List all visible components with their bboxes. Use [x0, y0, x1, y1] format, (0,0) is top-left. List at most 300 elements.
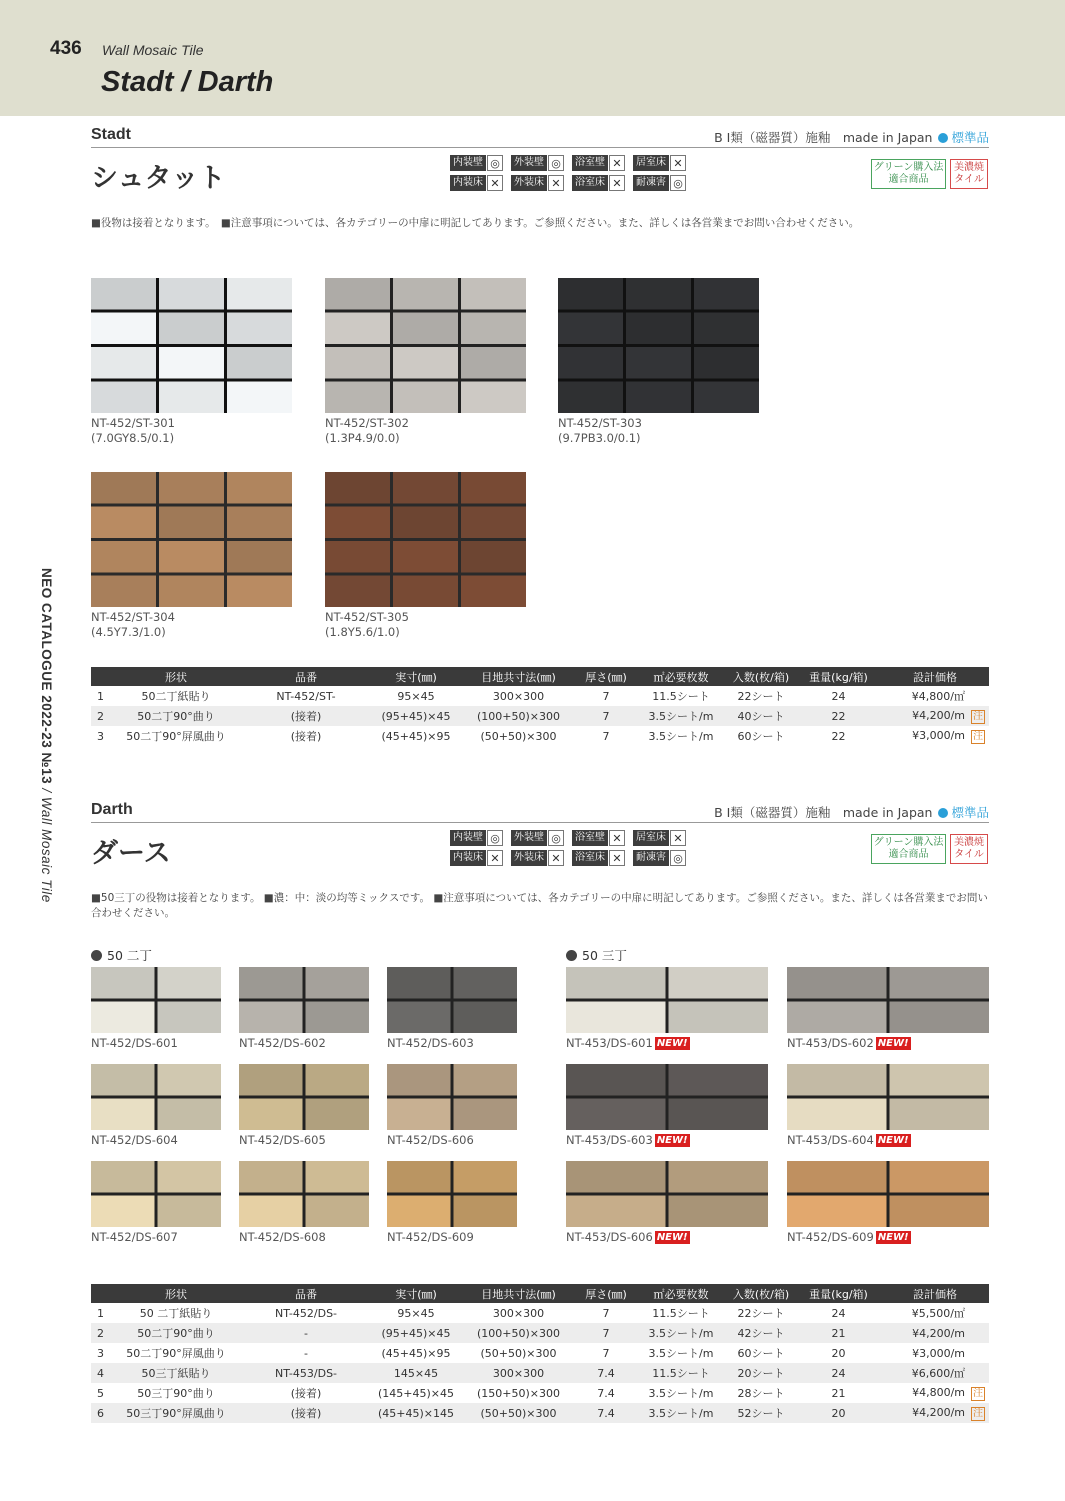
- table-cell-need: [636, 726, 726, 746]
- tile-caption: [558, 416, 642, 446]
- usage-cell: [633, 174, 693, 192]
- table-header-cell: 重量(kg/箱): [796, 1284, 881, 1303]
- table-row: [91, 686, 989, 706]
- cell-value: ¥4,200/m: [912, 1405, 965, 1419]
- cell-value: ¥3,000/m: [912, 728, 965, 742]
- stadt-name-jp: シュタット: [91, 163, 226, 194]
- usage-cell: [572, 174, 632, 192]
- cell-value: (接着): [290, 710, 322, 723]
- tile-caption: [91, 610, 175, 640]
- cell-value: 52シート: [737, 1407, 785, 1420]
- table-cell-code: [241, 706, 371, 726]
- cell-value: ¥4,200/m: [912, 1326, 965, 1340]
- tile-image: [91, 1161, 221, 1227]
- table-cell-joint: [461, 1403, 576, 1423]
- cell-value: 7.4: [597, 1386, 615, 1400]
- cell-value: 4: [97, 1366, 104, 1380]
- green-badge-text: グリーン購入法 適合商品: [873, 162, 944, 185]
- standard-dot-icon: [938, 133, 948, 143]
- table-cell-joint: [461, 1363, 576, 1383]
- table-cell-qty: [726, 1383, 796, 1403]
- table-header-cell: [91, 667, 111, 686]
- tile-caption: [566, 1036, 690, 1051]
- cell-value: ¥5,500/㎡: [911, 1307, 965, 1320]
- tile-swatch: [91, 967, 221, 1033]
- cell-value: 50二丁90°曲り: [137, 1327, 215, 1340]
- cell-value: 2: [97, 709, 104, 723]
- table-cell-qty: [726, 1363, 796, 1383]
- usage-mark: ◎: [548, 155, 564, 171]
- table-cell-size: [371, 726, 461, 746]
- tile-swatch: [91, 1064, 221, 1130]
- table-cell-joint: [461, 1303, 576, 1323]
- tile-caption: [387, 1133, 474, 1148]
- cell-value: 21: [831, 1386, 846, 1400]
- standard-dot-icon: [938, 808, 948, 818]
- tile-image: [387, 1161, 517, 1227]
- cell-value: ¥4,800/㎡: [911, 690, 965, 703]
- cell-value: 3.5シート/m: [648, 1347, 714, 1360]
- table-cell-shape: [111, 1383, 241, 1403]
- new-badge: NEW!: [656, 1038, 688, 1049]
- table-row: [91, 1403, 989, 1423]
- cell-value: 24: [831, 1306, 846, 1320]
- usage-mark: ✕: [609, 175, 625, 191]
- table-cell-weight: [796, 1343, 881, 1363]
- cell-value: NT-452/ST-: [276, 689, 336, 703]
- usage-cell: [450, 849, 510, 867]
- tile-caption: [387, 1036, 474, 1051]
- table-cell-need: [636, 1363, 726, 1383]
- cell-value: (接着): [290, 730, 322, 743]
- table-cell-price: [881, 1363, 989, 1383]
- tile-caption: [387, 1230, 474, 1245]
- cell-value: 7: [602, 689, 610, 703]
- cell-value: 50三丁90°曲り: [137, 1387, 215, 1400]
- table-cell-joint: [461, 726, 576, 746]
- usage-label: 外装壁: [511, 830, 547, 846]
- cell-value: (45+45)×95: [381, 729, 451, 743]
- sidebar-catalogue-label: [36, 568, 56, 948]
- tile-swatch: [387, 1161, 517, 1227]
- tile-caption: [239, 1036, 326, 1051]
- table-cell-no: [91, 1403, 111, 1423]
- table-cell-shape: [111, 1303, 241, 1323]
- page-title: Stadt / Darth: [101, 66, 274, 98]
- table-cell-no: [91, 1303, 111, 1323]
- cell-value: 50二丁90°屏風曲り: [126, 730, 226, 743]
- tile-caption-line: NT-452/ST-302: [325, 416, 409, 430]
- usage-cell: [511, 174, 571, 192]
- table-cell-qty: [726, 726, 796, 746]
- table-header-cell: ㎡必要枚数: [636, 667, 726, 686]
- darth-name-jp: ダース: [91, 838, 171, 869]
- table-cell-need: [636, 1383, 726, 1403]
- table-cell-thick: [576, 1403, 636, 1423]
- mino-tile-badge: [950, 834, 988, 864]
- table-cell-weight: [796, 1303, 881, 1323]
- tile-image: [566, 1064, 768, 1130]
- cell-value: 3.5シート/m: [648, 1407, 714, 1420]
- usage-mark: ◎: [670, 850, 686, 866]
- note-mark: 注: [973, 1387, 983, 1399]
- tile-caption: [239, 1133, 326, 1148]
- table-cell-thick: [576, 1343, 636, 1363]
- tile-caption: [239, 1230, 326, 1245]
- table-row: [91, 1323, 989, 1343]
- cell-value: 40シート: [737, 710, 785, 723]
- tile-caption: [787, 1133, 911, 1148]
- tile-swatch: [91, 278, 292, 413]
- tile-caption-line: NT-453/DS-603: [566, 1133, 653, 1147]
- usage-label: 内装床: [450, 175, 486, 191]
- cell-value: (100+50)×300: [476, 709, 560, 723]
- table-cell-joint: [461, 706, 576, 726]
- usage-cell: [450, 174, 510, 192]
- table-header-cell: 厚さ(㎜): [576, 1284, 636, 1303]
- table-cell-no: [91, 1323, 111, 1343]
- table-cell-size: [371, 1363, 461, 1383]
- table-cell-qty: [726, 1343, 796, 1363]
- table-header-cell: 品番: [241, 667, 371, 686]
- sidebar-label-sep: /: [39, 784, 54, 797]
- usage-label: 内装壁: [450, 155, 486, 171]
- cell-value: 1: [97, 1306, 104, 1320]
- table-header-cell: 入数(枚/箱): [726, 667, 796, 686]
- cell-value: 50二丁90°曲り: [137, 710, 215, 723]
- tile-image: [325, 278, 526, 413]
- usage-mark: ◎: [487, 155, 503, 171]
- table-cell-price: [881, 1303, 989, 1323]
- tile-swatch: [239, 967, 369, 1033]
- cell-value: ¥4,800/m: [912, 1385, 965, 1399]
- table-cell-joint: [461, 1323, 576, 1343]
- new-badge: NEW!: [877, 1135, 909, 1146]
- tile-caption-line: (4.5Y7.3/1.0): [91, 625, 166, 639]
- cell-value: 3.5シート/m: [648, 730, 714, 743]
- table-header-cell: [91, 1284, 111, 1303]
- cell-value: (45+45)×95: [381, 1346, 451, 1360]
- table-cell-price: [881, 1383, 989, 1403]
- table-row: [91, 1363, 989, 1383]
- cell-value: 22: [831, 729, 846, 743]
- cell-value: (150+50)×300: [476, 1386, 560, 1400]
- green-purchase-badge: [871, 159, 946, 189]
- tile-image: [566, 967, 768, 1033]
- stadt-spec-table: [91, 667, 989, 746]
- cell-value: 3.5シート/m: [648, 1387, 714, 1400]
- table-cell-thick: [576, 686, 636, 706]
- table-cell-no: [91, 686, 111, 706]
- table-cell-weight: [796, 1323, 881, 1343]
- cell-value: 7: [602, 1346, 610, 1360]
- tile-image: [387, 967, 517, 1033]
- cell-value: 300×300: [492, 1306, 545, 1320]
- table-cell-need: [636, 686, 726, 706]
- cell-value: (接着): [290, 1387, 322, 1400]
- cell-value: 22シート: [737, 1307, 785, 1320]
- note-mark: 注: [973, 1407, 983, 1419]
- tile-image: [558, 278, 759, 413]
- cell-value: 11.5シート: [652, 690, 710, 703]
- cell-value: (45+45)×145: [377, 1406, 454, 1420]
- table-cell-weight: [796, 706, 881, 726]
- table-cell-code: [241, 1343, 371, 1363]
- cell-value: 7: [602, 1326, 610, 1340]
- table-cell-shape: [111, 706, 241, 726]
- stadt-usage-grid: [450, 154, 694, 192]
- darth-spec-table-wrap: [91, 1284, 989, 1423]
- cell-value: 6: [97, 1406, 104, 1420]
- stadt-note: ■役物は接着となります。 ■注意事項については、各カテゴリーの中扉に明記してあります。ご参照ください。また、詳しくは各営業までお問い合わせください。: [91, 217, 860, 229]
- table-cell-code: [241, 1383, 371, 1403]
- darth-meta: [714, 803, 989, 821]
- cell-value: 1: [97, 689, 104, 703]
- cell-value: NT-452/DS-: [274, 1306, 338, 1320]
- usage-cell: [633, 849, 693, 867]
- table-cell-price: [881, 726, 989, 746]
- usage-cell: [511, 154, 571, 172]
- cell-value: (95+45)×45: [381, 1326, 451, 1340]
- cell-value: (接着): [290, 1407, 322, 1420]
- table-cell-code: [241, 1403, 371, 1423]
- table-header-cell: 目地共寸法(㎜): [461, 667, 576, 686]
- tile-caption-line: NT-453/DS-602: [787, 1036, 874, 1050]
- usage-label: 浴室床: [572, 175, 608, 191]
- tile-image: [787, 1064, 989, 1130]
- stadt-divider: [91, 147, 989, 148]
- usage-label: 内装壁: [450, 830, 486, 846]
- tile-caption-line: NT-452/DS-609: [387, 1230, 474, 1244]
- tile-swatch: [239, 1161, 369, 1227]
- usage-mark: ◎: [670, 175, 686, 191]
- usage-label: 耐凍害: [633, 175, 669, 191]
- green-badge-text: グリーン購入法 適合商品: [873, 837, 944, 860]
- table-cell-thick: [576, 726, 636, 746]
- tile-caption: [91, 1230, 178, 1245]
- table-cell-weight: [796, 726, 881, 746]
- table-header-cell: 実寸(㎜): [371, 1284, 461, 1303]
- cell-value: 3: [97, 729, 104, 743]
- tile-image: [91, 967, 221, 1033]
- tile-caption: [91, 416, 175, 446]
- usage-cell: [511, 829, 571, 847]
- table-cell-need: [636, 706, 726, 726]
- usage-cell: [572, 849, 632, 867]
- new-badge: NEW!: [656, 1232, 688, 1243]
- cell-value: 145×45: [393, 1366, 439, 1380]
- table-cell-price: [881, 706, 989, 726]
- table-header-row: [91, 667, 989, 686]
- table-cell-price: [881, 686, 989, 706]
- group-three-label: 50 三丁: [566, 946, 627, 964]
- tile-caption-line: (7.0GY8.5/0.1): [91, 431, 175, 445]
- tile-image: [91, 278, 292, 413]
- cell-value: 24: [831, 689, 846, 703]
- tile-image: [91, 472, 292, 607]
- table-cell-thick: [576, 706, 636, 726]
- table-cell-weight: [796, 1363, 881, 1383]
- cell-value: 50二丁90°屏風曲り: [126, 1347, 226, 1360]
- cell-value: 50二丁紙貼り: [141, 690, 211, 703]
- table-cell-weight: [796, 1403, 881, 1423]
- tile-caption-line: NT-452/DS-608: [239, 1230, 326, 1244]
- tile-swatch: [387, 967, 517, 1033]
- tile-caption-line: NT-452/ST-303: [558, 416, 642, 430]
- darth-usage-grid: [450, 829, 694, 867]
- cell-value: 28シート: [737, 1387, 785, 1400]
- darth-standard-label: 標準品: [951, 805, 989, 820]
- darth-meta-text: B Ⅰ類（磁器質）施釉 made in Japan: [714, 805, 933, 820]
- tile-caption: [787, 1230, 911, 1245]
- table-cell-code: [241, 1303, 371, 1323]
- cell-value: 50三丁90°屏風曲り: [126, 1407, 226, 1420]
- tile-caption: [787, 1036, 911, 1051]
- table-cell-size: [371, 1343, 461, 1363]
- tile-caption-line: NT-452/DS-603: [387, 1036, 474, 1050]
- cell-value: 7.4: [597, 1366, 615, 1380]
- cell-value: 7: [602, 729, 610, 743]
- usage-mark: ✕: [487, 850, 503, 866]
- table-cell-price: [881, 1323, 989, 1343]
- cell-value: 95×45: [397, 1306, 435, 1320]
- cell-value: 24: [831, 1366, 846, 1380]
- tile-swatch: [566, 1161, 768, 1227]
- usage-cell: [450, 829, 510, 847]
- cell-value: 95×45: [397, 689, 435, 703]
- tile-caption-line: NT-452/DS-607: [91, 1230, 178, 1244]
- tile-caption-line: NT-452/DS-602: [239, 1036, 326, 1050]
- table-header-cell: ㎡必要枚数: [636, 1284, 726, 1303]
- group-two-label: 50 二丁: [91, 946, 152, 964]
- table-row: [91, 726, 989, 746]
- tile-image: [787, 967, 989, 1033]
- tile-caption: [91, 1133, 178, 1148]
- table-header-row: [91, 1284, 989, 1303]
- table-cell-shape: [111, 1363, 241, 1383]
- table-cell-no: [91, 1383, 111, 1403]
- table-cell-price: [881, 1403, 989, 1423]
- cell-value: 50 二丁紙貼り: [139, 1307, 213, 1320]
- cell-value: 3.5シート/m: [648, 710, 714, 723]
- table-cell-shape: [111, 686, 241, 706]
- table-cell-thick: [576, 1363, 636, 1383]
- usage-cell: [450, 154, 510, 172]
- table-cell-shape: [111, 1323, 241, 1343]
- cell-value: NT-453/DS-: [274, 1366, 338, 1380]
- table-cell-qty: [726, 706, 796, 726]
- tile-swatch: [91, 472, 292, 607]
- table-header-cell: 実寸(㎜): [371, 667, 461, 686]
- tile-caption-line: NT-452/ST-304: [91, 610, 175, 624]
- cell-value: 5: [97, 1386, 104, 1400]
- usage-mark: ✕: [670, 830, 686, 846]
- stadt-standard-label: 標準品: [951, 130, 989, 145]
- cell-value: 7.4: [597, 1406, 615, 1420]
- cell-value: (100+50)×300: [476, 1326, 560, 1340]
- table-cell-size: [371, 1403, 461, 1423]
- tile-caption-line: NT-452/ST-305: [325, 610, 409, 624]
- cell-value: 300×300: [492, 689, 545, 703]
- cell-value: 21: [831, 1326, 846, 1340]
- tile-caption-line: NT-453/DS-604: [787, 1133, 874, 1147]
- tile-caption-line: (1.8Y5.6/1.0): [325, 625, 400, 639]
- table-cell-no: [91, 1363, 111, 1383]
- table-cell-joint: [461, 686, 576, 706]
- cell-value: (50+50)×300: [480, 1346, 557, 1360]
- table-header-cell: 入数(枚/箱): [726, 1284, 796, 1303]
- table-cell-code: [241, 726, 371, 746]
- note-mark: 注: [973, 730, 983, 742]
- usage-mark: ✕: [670, 155, 686, 171]
- stadt-name-en: Stadt: [91, 126, 131, 143]
- cell-value: 60シート: [737, 1347, 785, 1360]
- table-row: [91, 1303, 989, 1323]
- stadt-spec-table-wrap: [91, 667, 989, 746]
- table-cell-code: [241, 1363, 371, 1383]
- cell-value: 11.5シート: [652, 1307, 710, 1320]
- usage-label: 浴室壁: [572, 830, 608, 846]
- table-cell-code: [241, 686, 371, 706]
- table-header-cell: 目地共寸法(㎜): [461, 1284, 576, 1303]
- table-cell-size: [371, 1383, 461, 1403]
- tile-image: [325, 472, 526, 607]
- tile-swatch: [558, 278, 759, 413]
- cell-value: 20: [831, 1406, 846, 1420]
- cell-value: (50+50)×300: [480, 1406, 557, 1420]
- table-cell-need: [636, 1303, 726, 1323]
- table-cell-size: [371, 706, 461, 726]
- darth-spec-table: [91, 1284, 989, 1423]
- table-cell-shape: [111, 726, 241, 746]
- usage-cell: [633, 154, 693, 172]
- tile-caption-line: (9.7PB3.0/0.1): [558, 431, 641, 445]
- new-badge: NEW!: [656, 1135, 688, 1146]
- usage-cell: [633, 829, 693, 847]
- table-row: [91, 706, 989, 726]
- stadt-meta-text: B Ⅰ類（磁器質）施釉 made in Japan: [714, 130, 933, 145]
- table-cell-weight: [796, 1383, 881, 1403]
- cell-value: ¥3,000/m: [912, 1346, 965, 1360]
- stadt-meta: [714, 128, 989, 146]
- tile-swatch: [387, 1064, 517, 1130]
- table-cell-price: [881, 1343, 989, 1363]
- usage-cell: [511, 849, 571, 867]
- tile-caption: [566, 1230, 690, 1245]
- cell-value: 50三丁紙貼り: [141, 1367, 211, 1380]
- table-cell-shape: [111, 1403, 241, 1423]
- sidebar-label-bold: NEO CATALOGUE 2022-23 №13: [39, 568, 54, 785]
- cell-value: (95+45)×45: [381, 709, 451, 723]
- sidebar-label-italic: Wall Mosaic Tile: [39, 796, 54, 903]
- usage-mark: ✕: [487, 175, 503, 191]
- usage-mark: ✕: [548, 175, 564, 191]
- cell-value: 42シート: [737, 1327, 785, 1340]
- table-cell-no: [91, 726, 111, 746]
- tile-swatch: [91, 1161, 221, 1227]
- usage-label: 浴室床: [572, 850, 608, 866]
- cell-value: 3: [97, 1346, 104, 1360]
- table-cell-qty: [726, 1303, 796, 1323]
- usage-label: 外装床: [511, 850, 547, 866]
- table-cell-weight: [796, 686, 881, 706]
- table-cell-size: [371, 1303, 461, 1323]
- table-cell-thick: [576, 1323, 636, 1343]
- table-cell-qty: [726, 686, 796, 706]
- usage-cell: [572, 154, 632, 172]
- tile-caption-line: (1.3P4.9/0.0): [325, 431, 400, 445]
- tile-swatch: [787, 1064, 989, 1130]
